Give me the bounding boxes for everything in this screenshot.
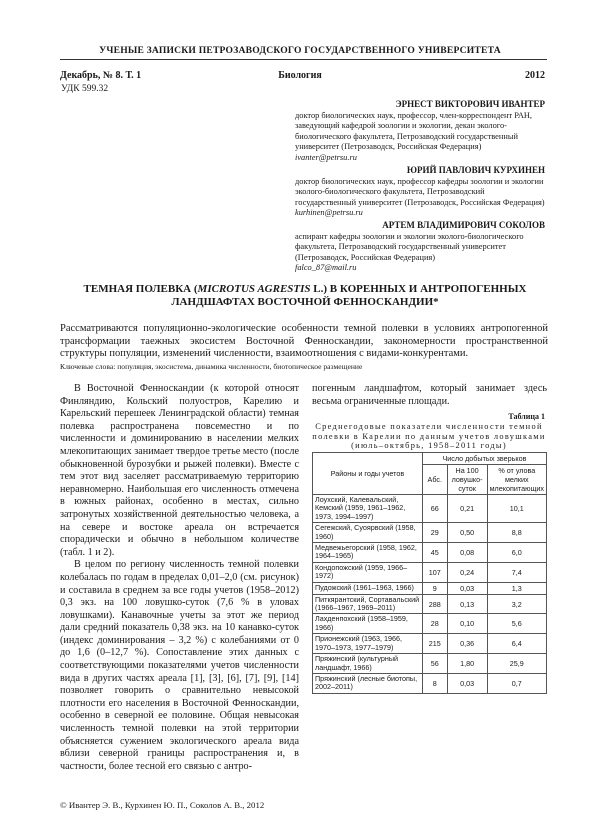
author-email[interactable]: kurhinen@petrsu.ru	[295, 208, 363, 218]
cell-abs: 29	[422, 523, 447, 543]
header-group: Число добытых зверьков	[422, 453, 546, 465]
cell-pct: 1,3	[487, 582, 546, 594]
author-affiliation: доктор биологических наук, профессор кафедры зоологии и экологии эколого-биологического факультета, Петрозаводский государственный университет (Петрозаводск, Российская Федерация)	[295, 176, 545, 207]
copyright: © Ивантер Э. В., Курхинен Ю. П., Соколов А. В., 2012	[60, 800, 265, 810]
cell-region: Пудожский (1961–1963, 1966)	[313, 582, 423, 594]
table-row	[313, 543, 547, 563]
cell-per100: 0,24	[447, 562, 487, 582]
table-row	[313, 523, 547, 543]
data-table	[312, 452, 547, 694]
title-part: L.) В КОРЕННЫХ И АНТРОПОГЕННЫХ ЛАНДШАФТАХ ВОСТОЧНОЙ ФЕННОСКАНДИИ*	[171, 283, 527, 308]
cell-pct: 7,4	[487, 562, 546, 582]
header-rule	[60, 59, 547, 60]
cell-abs: 107	[422, 562, 447, 582]
header-region: Районы и годы учетов	[313, 453, 423, 495]
author-name: ЭРНЕСТ ВИКТОРОВИЧ ИВАНТЕР	[395, 99, 545, 109]
author-block	[295, 220, 545, 274]
author-name: АРТЕМ ВЛАДИМИРОВИЧ СОКОЛОВ	[382, 220, 545, 230]
cell-abs: 28	[422, 614, 447, 634]
cell-per100: 0,36	[447, 634, 487, 654]
author-affiliation: аспирант кафедры зоологии и экологии эколого-биологического факультета, Петрозаводский государственный университет (Петрозаводск, Российская Федерация)	[295, 231, 524, 262]
udk-code: УДК 599.32	[61, 84, 109, 94]
cell-region: Кондопожский (1959, 1966–1972)	[313, 562, 423, 582]
author-block	[295, 165, 545, 219]
cell-abs: 56	[422, 654, 447, 674]
header-abs: Абс.	[422, 465, 447, 495]
year: 2012	[525, 70, 545, 81]
body-paragraph: В Восточной Фенноскандии (к которой относят Финляндию, Кольский полуостров, Карелию и Карельский перешеек Ленинградской области) темная полевка распространена повсеместно и по численности и доминированию в населении мелких млекопитающих занимает твердое третье место (после обыкновенной бурозубки и рыжей полевки). Вместе с тем этот вид заселяет рассматриваемую территорию неравномерно. Наибольшая его численность отмечена в южных районах, особенно в местах, сильно затронутых хозяйственной деятельностью человека, а на севере и востоке ареала он встречается спорадически и обычно в небольшом количестве (табл. 1 и 2).	[60, 383, 299, 558]
table-row	[313, 614, 547, 634]
cell-pct: 10,1	[487, 495, 546, 523]
author-email[interactable]: falco_87@mail.ru	[295, 263, 357, 273]
author-block	[295, 99, 545, 164]
cell-per100: 0,03	[447, 673, 487, 693]
cell-pct: 3,2	[487, 594, 546, 614]
cell-region: Медвежьегорский (1958, 1962, 1964–1965)	[313, 543, 423, 563]
cell-per100: 0,10	[447, 614, 487, 634]
author-email[interactable]: ivanter@petrsu.ru	[295, 152, 357, 162]
cell-per100: 0,50	[447, 523, 487, 543]
table-row	[313, 673, 547, 693]
title-part: ТЕМНАЯ ПОЛЕВКА (	[83, 283, 198, 295]
cell-region: Лоухский, Калевальский, Кемский (1959, 1961–1962, 1973, 1994–1997)	[313, 495, 423, 523]
table-label: Таблица 1	[508, 412, 545, 421]
cell-pct: 5,6	[487, 614, 546, 634]
cell-region: Пряжинский (лесные биотопы, 2002–2011)	[313, 673, 423, 693]
cell-pct: 6,4	[487, 634, 546, 654]
author-name: ЮРИЙ ПАВЛОВИЧ КУРХИНЕН	[406, 165, 545, 175]
cell-abs: 9	[422, 582, 447, 594]
body-paragraph: В целом по региону численность темной полевки колебалась по годам в пределах 0,01–2,0 (см. рисунок) и составила в среднем за все годы учетов (1958–2012) 0,3 экз. на 100 ловушко-суток (7,6 % в уловах ловушками). Канавочные учеты за этот же период дали средний показатель 0,38 экз. на 10 канавко-суток (индекс доминирования – 3,2 %) с колебаниями от 0 до 1,6 (0–12,7 %). Сопоставление этих данных с соответствующими показателями учетов численности вида в других частях ареала [1], [3], [6], [7], [9], [14] позволяет говорить о сравнительно невысокой плотности его населения в Восточной Фенноскандии, особенно в северной ее половине. Общая невысокая численность темной полевки на этой территории объясняется сужением экологического ареала вида вблизи северной границы распространения и, в частности, более тесной его связью с антро-	[60, 559, 299, 772]
header-pct: % от улова мелких млекопитающих	[487, 465, 546, 495]
cell-pct: 25,9	[487, 654, 546, 674]
title-latin: MICROTUS AGRESTIS	[197, 283, 311, 295]
cell-abs: 8	[422, 673, 447, 693]
cell-per100: 0,03	[447, 582, 487, 594]
table-row	[313, 495, 547, 523]
cell-region: Пряжинский (культурный ландшафт, 1966)	[313, 654, 423, 674]
table-row	[313, 594, 547, 614]
table-header-row	[313, 453, 547, 465]
issue-info: Декабрь, № 8. Т. 1	[60, 70, 142, 81]
cell-pct: 0,7	[487, 673, 546, 693]
author-affiliation: доктор биологических наук, профессор, член-корреспондент РАН, заведующий кафедрой зоологии и экологии, декан эколого-биологического факультета, Петрозаводский государственный университет (Петрозаводск, Российская Федерация)	[295, 110, 533, 152]
cell-region: Лахденпохский (1958–1959, 1966)	[313, 614, 423, 634]
table-caption: Среднегодовые показатели численности темной полевки в Карелии по данным учетов ловушками (июль–октябрь, 1958–2011 годы)	[312, 422, 546, 451]
journal-title: УЧЕНЫЕ ЗАПИСКИ ПЕТРОЗАВОДСКОГО ГОСУДАРСТВЕННОГО УНИВЕРСИТЕТА	[99, 45, 501, 56]
cell-per100: 1,80	[447, 654, 487, 674]
cell-abs: 288	[422, 594, 447, 614]
cell-region: Прионежский (1963, 1966, 1970–1973, 1977–1979)	[313, 634, 423, 654]
body-column-right-text: погенным ландшафтом, который занимает здесь весьма ограниченные площади.	[312, 383, 547, 407]
cell-per100: 0,08	[447, 543, 487, 563]
cell-pct: 6,0	[487, 543, 546, 563]
header-per100: На 100 ловушко-суток	[447, 465, 487, 495]
cell-abs: 45	[422, 543, 447, 563]
abstract: Рассматриваются популяционно-экологические особенности темной полевки в условиях антропогенной трансформации таежных экосистем Восточной Фенноскандии, закономерности пространственной структуры популяции, изменений численности, взаимоотношения с видами-конкурентами.	[60, 323, 548, 360]
section-name: Биология	[278, 70, 322, 81]
table-row	[313, 582, 547, 594]
body-column-left	[60, 383, 299, 773]
table-row	[313, 562, 547, 582]
cell-region: Сегежский, Суоярвский (1958, 1960)	[313, 523, 423, 543]
table-row	[313, 634, 547, 654]
cell-abs: 66	[422, 495, 447, 523]
cell-per100: 0,21	[447, 495, 487, 523]
cell-per100: 0,13	[447, 594, 487, 614]
keywords: Ключевые слова: популяция, экосистема, динамика численности, биотопическое размещение	[60, 362, 363, 371]
article-title	[70, 283, 540, 309]
cell-region: Питкярантский, Сортавальский (1966–1967, 1969–2011)	[313, 594, 423, 614]
cell-pct: 8,8	[487, 523, 546, 543]
table-row	[313, 654, 547, 674]
cell-abs: 215	[422, 634, 447, 654]
